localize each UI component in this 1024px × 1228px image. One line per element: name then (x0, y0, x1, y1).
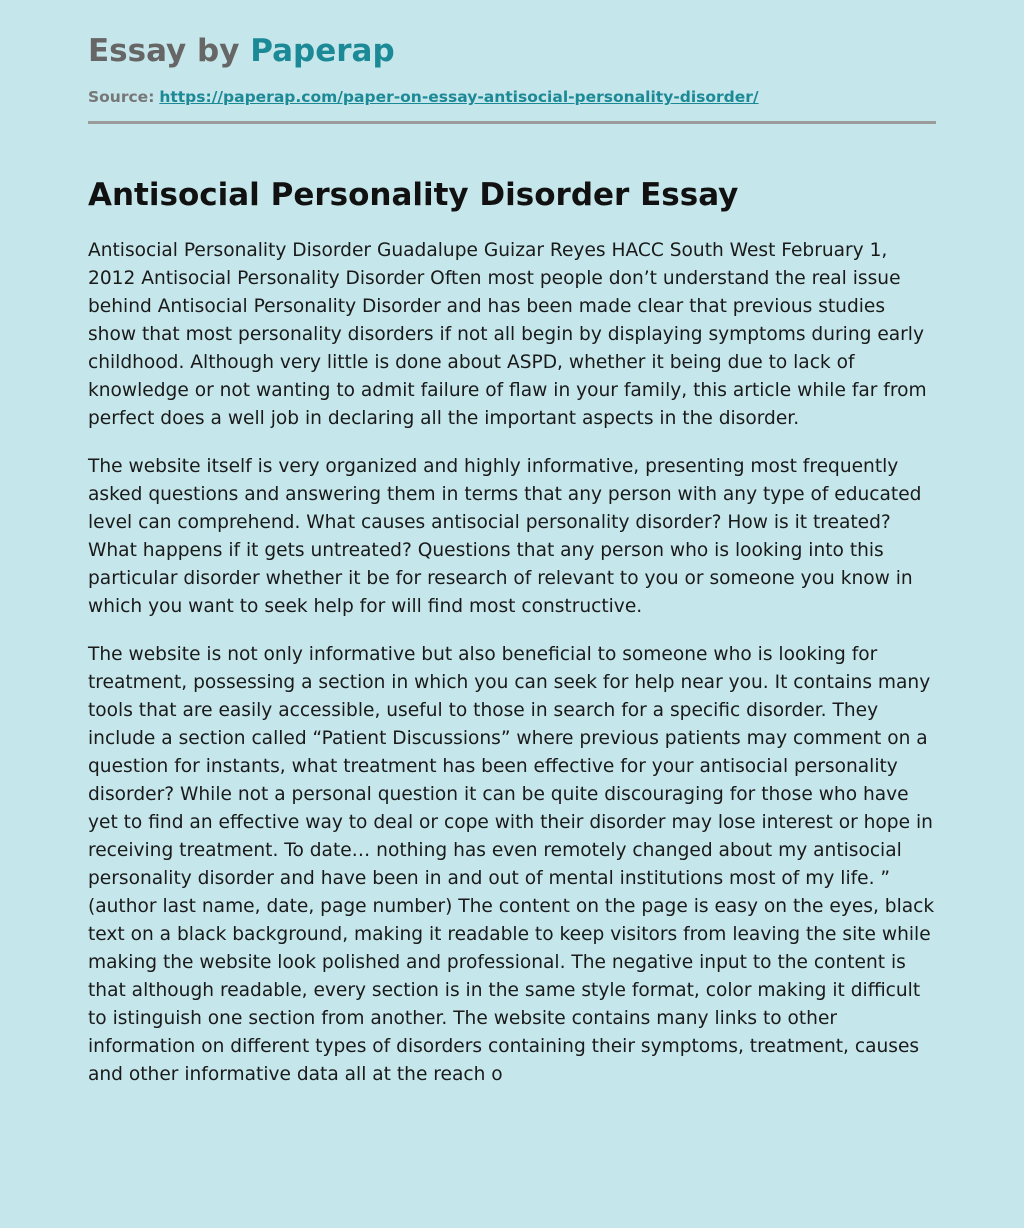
source-line (88, 86, 936, 108)
brand-name: Paperap (250, 33, 395, 69)
article-paragraph-1: Antisocial Personality Disorder Guadalupe Guizar Reyes HACC South West February 1, 2012 Antisocial Personality Disorder Often most people don’t understand the real issue behind Antisocial Personality Disorder and has been made clear that previous studies show that most personality disorders if not all begin by displaying symptoms during early childhood. Although very little is done about ASPD, whether it being due to lack of knowledge or not wanting to admit failure of flaw in your family, this article while far from perfect does a well job in declaring all the important aspects in the disorder. (88, 240, 927, 429)
site-brand[interactable] (88, 31, 936, 71)
article-body (88, 237, 936, 1089)
brand-prefix: Essay by (88, 33, 251, 69)
article-paragraph-3: The website is not only informative but also beneficial to someone who is looking for treatment, possessing a section in which you can seek for help near you. It contains many tools that are easily accessible, useful to those in search for a specific disorder. They include a section called “Patient Discussions” where previous patients may comment on a question for instants, what treatment has been effective for your antisocial personality disorder? While not a personal question it can be quite discouraging for those who have yet to find an effective way to deal or cope with their disorder may lose interest or hope in receiving treatment. To date… nothing has even remotely changed about my antisocial personality disorder and have been in and out of mental institutions most of my life. ” (author last name, date, page number) The content on the page is easy on the eyes, black text on a black background, making it readable to keep visitors from leaving the site while making the website look polished and professional. The negative input to the content is that although readable, every section is in the same style format, color making it difficult to istinguish one section from another. The website contains many links to other information on different types of disorders containing their symptoms, treatment, causes and other informative data all at the reach o (88, 644, 935, 1085)
header-divider (88, 121, 936, 124)
article-title: Antisocial Personality Disorder Essay (88, 177, 739, 213)
article-paragraph-2: The website itself is very organized and highly informative, presenting most frequently asked questions and answering them in terms that any person with any type of educated level can comprehend. What causes antisocial personality disorder? How is it treated? What happens if it gets untreated? Questions that any person who is looking into this particular disorder whether it be for research of relevant to you or someone you know in which you want to seek help for will find most constructive. (88, 456, 922, 617)
source-label: Source: (88, 88, 155, 106)
page (88, 31, 936, 1089)
source-link[interactable]: https://paperap.com/paper-on-essay-antisocial-personality-disorder/ (159, 88, 759, 106)
